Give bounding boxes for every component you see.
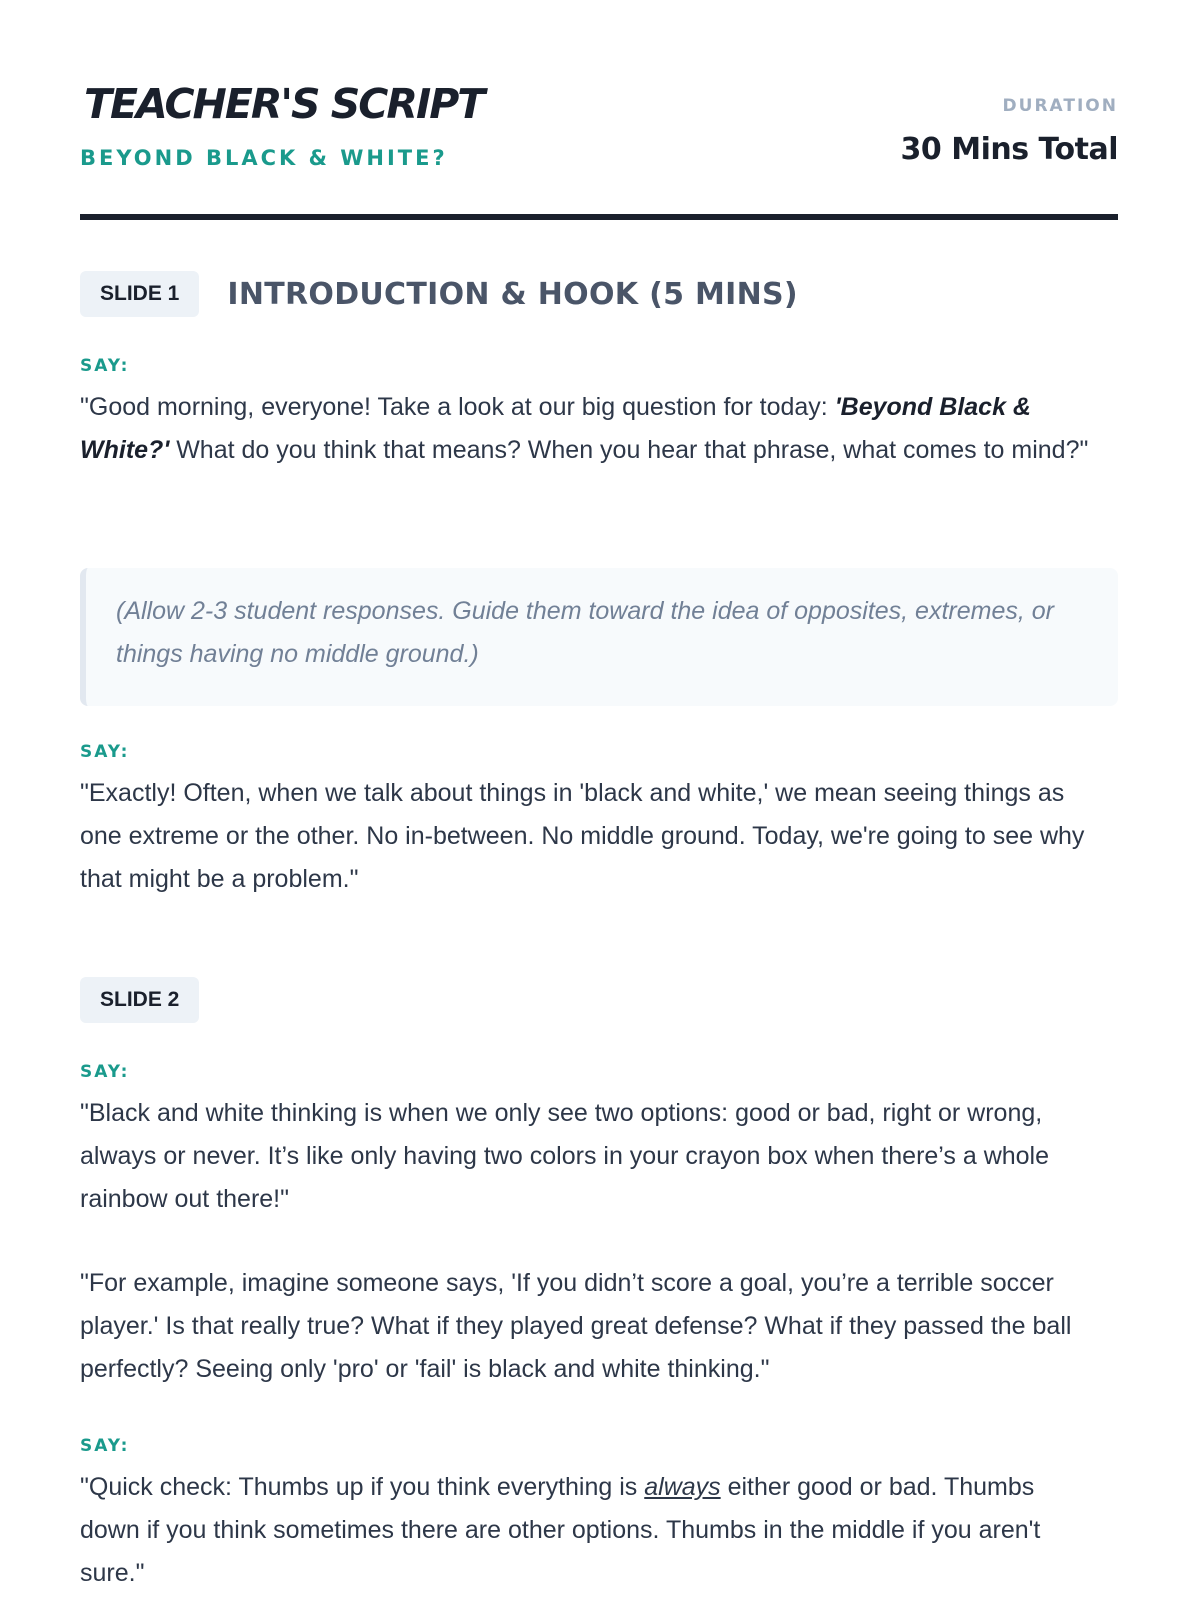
say-text (80, 1466, 1100, 1595)
big-question-emphasis: 'Beyond Black & White?' (80, 393, 1031, 464)
always-emphasis: always (644, 1473, 721, 1501)
say-text-part: What do you think that means? When you hear that phrase, what comes to mind?" (169, 436, 1089, 464)
duration-label: DURATION (1002, 96, 1118, 116)
say-label: SAY: (80, 356, 130, 376)
slide-1-title: INTRODUCTION & HOOK (5 MINS) (227, 276, 798, 312)
teacher-note-text: (Allow 2-3 student responses. Guide them toward the idea of opposites, extremes, or things having no middle ground.) (116, 597, 1054, 668)
say-text: "Exactly! Often, when we talk about things in 'black and white,' we mean seeing things as one extreme or the other. No in-between. No middle ground. Today, we're going to see why that might be a problem." (80, 779, 1085, 893)
document-title: TEACHER'S SCRIPT (84, 80, 484, 128)
slide-2-heading (80, 976, 199, 1024)
say-text: "Black and white thinking is when we only see two options: good or bad, right or wrong, always or never. It’s like only having two colors in your crayon box when there’s a whole rainbow out there!" (80, 1099, 1050, 1213)
slide-2-badge: SLIDE 2 (80, 977, 199, 1023)
say-text (80, 386, 1100, 472)
say-text: "For example, imagine someone says, 'If you didn’t score a goal, you’re a terrible soccer player.' Is that really true? What if they played great defense? What if they passed the ball perfectly? Seeing only 'pro' or 'fail' is black and white thinking." (80, 1269, 1072, 1383)
duration-value: 30 Mins Total (900, 132, 1118, 167)
say-text-part: either good or bad. Thumbs down if you think sometimes there are other options. Thumbs in the middle if you aren't sure." (80, 1473, 1041, 1587)
say-text-part: "Good morning, everyone! Take a look at our big question for today: (80, 393, 835, 421)
say-label: SAY: (80, 1062, 130, 1082)
script-header (80, 80, 1118, 220)
document-subtitle: BEYOND BLACK & WHITE? (80, 146, 448, 170)
slide-1-badge: SLIDE 1 (80, 271, 199, 317)
say-label: SAY: (80, 742, 130, 762)
slide-1-heading (80, 270, 798, 318)
say-text-part: "Quick check: Thumbs up if you think everything is (80, 1473, 645, 1501)
say-label: SAY: (80, 1436, 130, 1456)
teacher-note (80, 568, 1118, 706)
